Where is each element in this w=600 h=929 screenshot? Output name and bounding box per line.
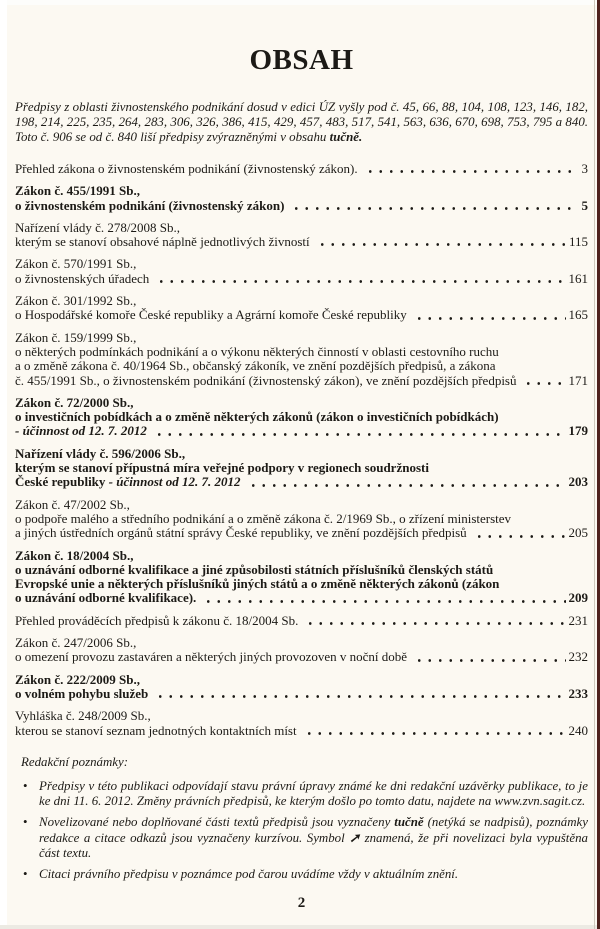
toc-entry-line: [15, 614, 588, 628]
toc-entry: [15, 396, 588, 439]
toc-entry-line: [15, 498, 588, 512]
toc-entry-text: [15, 409, 499, 424]
page-footer-number: 2: [297, 895, 306, 912]
toc-entry: [15, 294, 588, 323]
text-segment: ➚: [349, 830, 361, 845]
toc-page-number: 203: [568, 474, 588, 490]
footer-note: [23, 867, 588, 882]
toc-entry-line: [15, 374, 588, 388]
toc-entry-text: [15, 635, 136, 650]
toc-entry-line: [15, 447, 588, 461]
toc-entry-line: [15, 235, 588, 249]
text-segment: tučně.: [329, 130, 363, 144]
toc-entry-line: [15, 410, 588, 424]
text-segment: Zákon č. 47/2002 Sb.,: [15, 496, 130, 512]
text-segment: Zákon č. 72/2000 Sb.,: [15, 394, 134, 410]
dot-leader: [412, 653, 565, 665]
toc-entry-line: [15, 331, 588, 345]
toc-page-number: 165: [568, 307, 588, 323]
toc-entry-line: [15, 461, 588, 475]
bullet-icon: •: [23, 779, 28, 793]
toc-entry-line: [15, 549, 588, 563]
toc-entry-line: [15, 724, 588, 738]
scan-edge-gray-line: [594, 0, 595, 929]
page-content: [15, 0, 588, 912]
toc-entry: [15, 549, 588, 606]
toc-entry-text: [15, 235, 310, 249]
bullet-icon: •: [23, 815, 28, 830]
toc-page-number: 231: [568, 612, 588, 628]
dot-leader: [302, 726, 566, 738]
toc-entry-text: [15, 293, 136, 308]
text-segment: o živnostenských úřadech: [15, 270, 150, 286]
toc-entry-text: [15, 330, 136, 345]
toc-entry: [15, 331, 588, 388]
text-segment: Vyhláška č. 248/2009 Sb.,: [15, 708, 151, 724]
dot-leader: [289, 201, 571, 213]
footer-note-text: [39, 867, 588, 882]
text-segment: kterým se stanoví obsahové náplně jednotlivých živností: [15, 234, 310, 250]
toc-entry-line: [15, 162, 588, 176]
text-segment: Předpisy z oblasti živnostenského podnikání dosud v edici ÚZ vyšly pod č. 45, 66, 88, 104, 108, 123, 146, 182, 198, 214, 225, 235, 264, 283, 306, 326, 386, 415, 429, 457, 483, 517, 541, 563, 636, 670, 698, 753, 795 a 840. Toto č. 906 se od č. 840 liší předpisy zvýrazněnými v obsahu: [15, 100, 588, 144]
toc-entry-text: [15, 358, 495, 373]
toc-entry-text: [15, 344, 499, 359]
dot-leader: [472, 529, 566, 541]
toc-page-number: 233: [568, 685, 588, 701]
text-segment: Zákon č. 247/2006 Sb.,: [15, 635, 137, 651]
dot-leader: [315, 237, 566, 249]
toc-entry-line: [15, 359, 588, 373]
text-segment: Nařízení vlády č. 278/2008 Sb.,: [15, 219, 180, 235]
toc-entry: [15, 447, 588, 490]
toc-entry-text: [15, 374, 516, 388]
toc-entry-text: [15, 526, 467, 540]
toc-page-number: 161: [568, 270, 588, 286]
text-segment: č. 455/1991 Sb., o živnostenském podnikání (živnostenský zákon), ve znění pozdějších předpisů: [15, 372, 517, 388]
text-segment: o živnostenském podnikání (živnostenský zákon): [15, 197, 285, 213]
toc-entry-text: [15, 272, 149, 286]
text-segment: kterým se stanoví přípustná míra veřejné podpory v regionech soudržnosti: [15, 460, 429, 476]
dot-leader: [154, 274, 565, 286]
footer-notes: [15, 755, 588, 882]
toc-entry-text: [15, 446, 185, 461]
toc-entry-line: [15, 563, 588, 577]
toc-entry-text: [15, 256, 136, 271]
toc-entry-line: [15, 512, 588, 526]
toc-entry-text: [15, 460, 429, 475]
toc-page-number: 240: [568, 722, 588, 738]
toc-entry-line: [15, 526, 588, 540]
text-segment: Předpisy v této publikaci odpovídají stavu právní úpravy známé ke dni redakční uzávěrky publikace, to je ke dni 11. 6. 2012. Změny právních předpisů, ke kterým došlo po tomto datu, najdete na www.zvn.sagit.cz.: [39, 779, 588, 809]
toc-page-number: 209: [568, 590, 588, 606]
toc-entry-text: [15, 724, 297, 738]
toc-entry: [15, 221, 588, 250]
text-segment: - účinnost od 12. 7. 2012: [15, 423, 147, 439]
toc-page-number: 205: [568, 525, 588, 541]
text-segment: Zákon č. 301/1992 Sb.,: [15, 293, 137, 309]
text-segment: České republiky: [15, 474, 109, 490]
text-segment: o volném pohybu služeb: [15, 685, 149, 701]
footer-notes-list: [15, 779, 588, 882]
text-segment: o uznávání odborné kvalifikace).: [15, 590, 197, 606]
toc-entry: [15, 257, 588, 286]
footer-note-text: [39, 815, 588, 861]
toc-page-number: 171: [568, 372, 588, 388]
toc-entry-line: [15, 687, 588, 701]
toc-page-number: 5: [581, 197, 588, 213]
toc-entry: [15, 184, 588, 213]
text-segment: o podpoře malého a středního podnikání a o změně zákona č. 2/1969 Sb., o zřízení ministerstev: [15, 510, 512, 526]
text-segment: znamená, že při novelizaci byla vypuštěna část textu.: [39, 830, 588, 860]
toc-entry: [15, 673, 588, 702]
text-segment: o některých podmínkách podnikání a o výkonu některých činností v oblasti cestovního ruchu: [15, 343, 499, 359]
dot-leader: [153, 689, 565, 701]
text-segment: kterou se stanoví seznam jednotných kontaktních míst: [15, 722, 297, 738]
dot-leader: [521, 376, 565, 388]
toc-entry-text: [15, 395, 133, 410]
bullet-icon: •: [23, 867, 28, 882]
toc-entry-text: [15, 511, 511, 526]
toc-entry: [15, 614, 588, 628]
footer-note-text: [39, 779, 588, 809]
toc-entry-text: [15, 183, 140, 198]
toc-entry-line: [15, 184, 588, 198]
toc-entry-line: [15, 577, 588, 591]
toc-entry-line: [15, 650, 588, 664]
toc-entry-text: [15, 562, 493, 577]
toc-entry-text: [15, 475, 241, 489]
text-segment: a o změně zákona č. 40/1964 Sb., občanský zákoník, ve znění pozdějších předpisů, a zákona: [15, 358, 496, 374]
toc-page-number: 115: [568, 234, 588, 250]
toc-entry-line: [15, 396, 588, 410]
text-segment: - účinnost od 12. 7. 2012: [108, 474, 241, 490]
toc-entry-line: [15, 294, 588, 308]
toc-list: [15, 162, 588, 738]
toc-entry: [15, 709, 588, 738]
toc-entry-text: [15, 687, 148, 701]
toc-entry-text: [15, 672, 140, 687]
toc-entry-line: [15, 345, 588, 359]
text-segment: o investičních pobídkách a o změně některých zákonů (zákon o investičních pobídkách): [15, 409, 499, 425]
text-segment: Zákon č. 222/2009 Sb.,: [15, 671, 140, 687]
text-segment: a jiných ústředních orgánů státní správy České republiky, ve znění pozdějších předpisů: [15, 525, 467, 541]
toc-entry: [15, 636, 588, 665]
dot-leader: [246, 478, 566, 490]
toc-entry-line: [15, 673, 588, 687]
toc-entry-text: [15, 220, 180, 235]
text-segment: Citaci právního předpisu v poznámce pod čarou uvádíme vždy v aktuálním znění.: [39, 867, 459, 882]
toc-page-number: 179: [568, 423, 588, 439]
text-segment: Evropské unie a některých příslušníků jiných států a o změně některých zákonů (zákon: [15, 576, 500, 592]
text-segment: (netýká se nadpisů), poznámky redakce a citace odkazů jsou vyznačeny kurzívou. Symbol: [39, 815, 588, 845]
dot-leader: [303, 616, 565, 628]
toc-page-number: 232: [568, 649, 588, 665]
toc-entry-text: [15, 548, 133, 563]
text-segment: Nařízení vlády č. 596/2006 Sb.,: [15, 445, 186, 461]
toc-entry-text: [15, 497, 130, 512]
dot-leader: [201, 594, 565, 606]
toc-page-number: 3: [581, 161, 588, 176]
toc-entry-line: [15, 272, 588, 286]
toc-entry-text: [15, 162, 358, 176]
text-segment: Přehled prováděcích předpisů k zákonu č. 18/2004 Sb.: [15, 612, 299, 628]
text-segment: o Hospodářské komoře České republiky a Agrární komoře České republiky: [15, 307, 407, 323]
footer-notes-heading: Redakční poznámky:: [21, 754, 129, 769]
toc-entry-line: [15, 709, 588, 723]
scan-edge-bottom: [0, 925, 600, 929]
text-segment: o omezení provozu zastaváren a některých jiných provozoven v noční době: [15, 649, 408, 665]
footer-note: [23, 815, 588, 861]
toc-entry-line: [15, 636, 588, 650]
footer-note: [23, 779, 588, 809]
toc-entry-line: [15, 591, 588, 605]
text-segment: o uznávání odborné kvalifikace a jiné způsobilosti státních příslušníků členských států: [15, 561, 494, 577]
toc-entry: [15, 498, 588, 541]
text-segment: tučně: [394, 815, 424, 830]
toc-entry-text: [15, 614, 298, 628]
intro-paragraph: [15, 100, 588, 145]
toc-entry-text: [15, 591, 196, 605]
toc-entry-text: [15, 199, 284, 213]
toc-entry: [15, 162, 588, 176]
toc-entry-text: [15, 424, 147, 438]
toc-entry-line: [15, 221, 588, 235]
text-segment: Zákon č. 455/1991 Sb.,: [15, 183, 140, 199]
dot-leader: [363, 164, 571, 176]
toc-entry-line: [15, 257, 588, 271]
text-segment: Přehled zákona o živnostenském podnikání (živnostenský zákon).: [15, 161, 358, 176]
text-segment: Zákon č. 18/2004 Sb.,: [15, 547, 134, 563]
text-segment: Novelizované nebo doplňované části textů předpisů jsou vyznačeny: [39, 815, 395, 830]
page-title: OBSAH: [249, 44, 354, 76]
toc-entry-line: [15, 424, 588, 438]
toc-entry-text: [15, 708, 151, 723]
toc-entry-line: [15, 475, 588, 489]
text-segment: Zákon č. 159/1999 Sb.,: [15, 329, 137, 345]
dot-leader: [152, 427, 566, 439]
toc-entry-text: [15, 650, 407, 664]
scan-edge-left: [0, 0, 7, 929]
text-segment: Zákon č. 570/1991 Sb.,: [15, 256, 137, 272]
dot-leader: [412, 311, 566, 323]
toc-entry-line: [15, 199, 588, 213]
toc-entry-text: [15, 576, 499, 591]
toc-entry-text: [15, 308, 407, 322]
toc-entry-line: [15, 308, 588, 322]
